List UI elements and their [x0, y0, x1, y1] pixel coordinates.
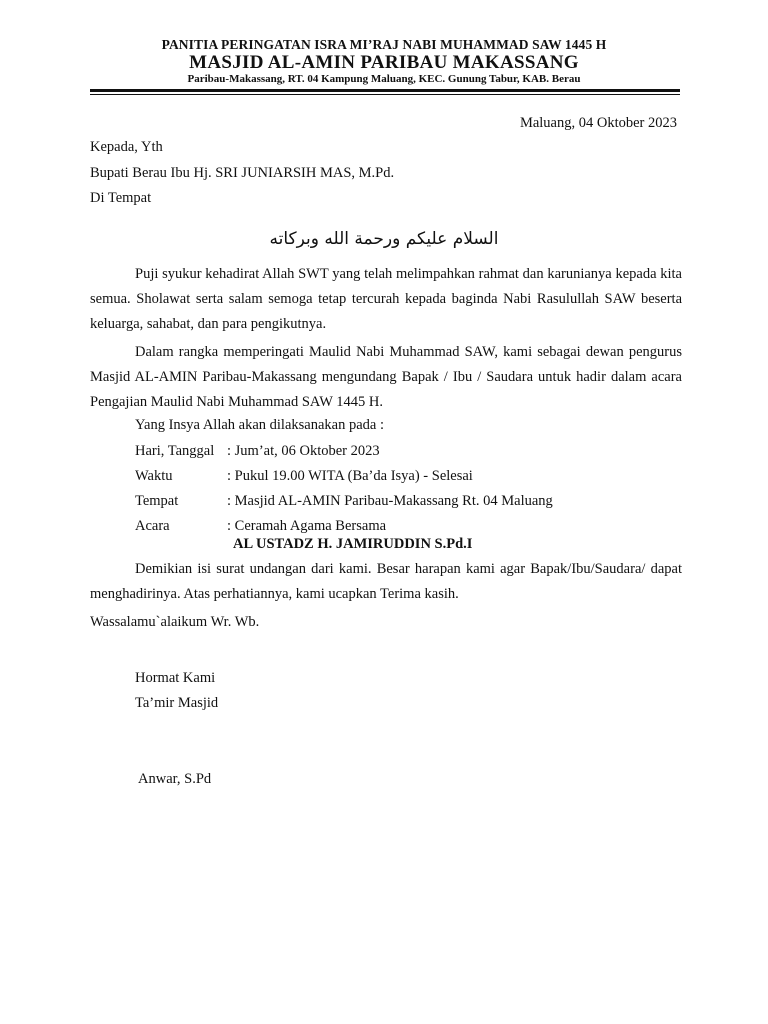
recipient-salutation: Kepada, Yth — [90, 139, 163, 155]
paragraph-closing-text: Demikian isi surat undangan dari kami. Besar harapan kami agar Bapak/Ibu/Saudara/ dapat menghadirinya. Atas perhatiannya, kami ucapkan Terima kasih. — [90, 561, 682, 602]
letterhead-thick-rule — [90, 89, 680, 92]
schedule-intro: Yang Insya Allah akan dilaksanakan pada : — [135, 417, 384, 433]
detail-value-date: : Jum’at, 06 Oktober 2023 — [227, 443, 380, 459]
letterhead-committee: PANITIA PERINGATAN ISRA MI’RAJ NABI MUHAMMAD SAW 1445 H — [161, 37, 607, 52]
detail-label-place: Tempat — [135, 493, 179, 509]
paragraph-closing — [90, 557, 682, 607]
closing-salam: Wassalamu`alaikum Wr. Wb. — [90, 614, 260, 630]
detail-label-date: Hari, Tanggal — [135, 443, 215, 459]
letterhead-thin-rule — [90, 94, 680, 95]
paragraph-invitation-text: Dalam rangka memperingati Maulid Nabi Muhammad SAW, kami sebagai dewan pengurus Masjid AL-AMIN Paribau-Makassang mengundang Bapak / Ibu / Saudara untuk hadir dalam acara Pengajian Maulid Nabi Muhammad SAW 1445 H. — [90, 344, 682, 410]
detail-value-time: : Pukul 19.00 WITA (Ba’da Isya) - Selesai — [227, 468, 473, 484]
paragraph-opening-text: Puji syukur kehadirat Allah SWT yang telah melimpahkan rahmat dan karunianya kepada kita semua. Sholawat serta salam semoga tetap tercurah kepada baginda Nabi Rasulullah SAW beserta keluarga, sahabat, dan para pengikutnya. — [90, 266, 682, 332]
signature-regards: Hormat Kami — [135, 670, 216, 686]
letterhead-address: Paribau-Makassang, RT. 04 Kampung Maluang, KEC. Gunung Tabur, KAB. Berau — [187, 73, 581, 85]
detail-label-event: Acara — [135, 518, 170, 534]
letter-date: Maluang, 04 Oktober 2023 — [519, 115, 677, 131]
speaker-name: AL USTADZ H. JAMIRUDDIN S.Pd.I — [233, 536, 473, 552]
detail-value-place: : Masjid AL-AMIN Paribau-Makassang Rt. 04 Maluang — [227, 493, 553, 509]
arabic-greeting: السلام عليكم ورحمة الله وبركاته — [269, 229, 499, 249]
letterhead-mosque-name: MASJID AL-AMIN PARIBAU MAKASSANG — [189, 52, 579, 73]
paragraph-invitation — [90, 340, 682, 415]
signature-role: Ta’mir Masjid — [135, 695, 219, 711]
detail-label-time: Waktu — [135, 468, 173, 484]
recipient-name: Bupati Berau Ibu Hj. SRI JUNIARSIH MAS, M.Pd. — [90, 165, 395, 181]
detail-value-event: : Ceramah Agama Bersama — [227, 518, 387, 534]
paragraph-opening — [90, 262, 682, 337]
recipient-place: Di Tempat — [90, 190, 152, 206]
signature-name: Anwar, S.Pd — [138, 771, 212, 787]
